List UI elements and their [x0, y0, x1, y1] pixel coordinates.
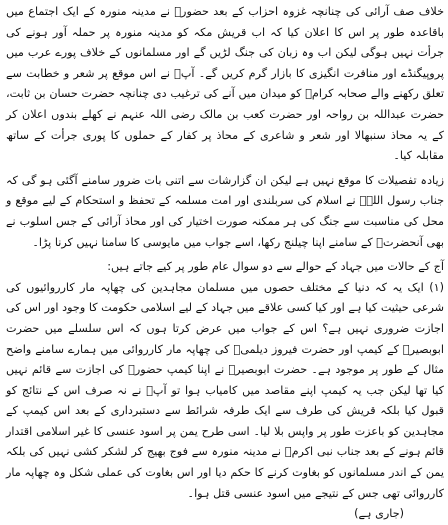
continuation-note: (جاری ہے): [354, 507, 404, 521]
paragraph-3: آج کے حالات میں جہاد کے حوالے سے دو سوال عام طور پر کیے جاتے ہیں:: [107, 260, 444, 274]
paragraph-4: (۱) ایک یہ کہ دنیا کے مختلف حصوں میں مسلمان مجاہدین کی چھاپہ مار کارروائیوں کی شرعی حیثیت کیا ہے اور کیا کسی علاقے میں جہاد کے لیے اسلامی حکومت کا وجود اور اس کی اجازت ضروری نہیں ہے؟ اس کے جواب میں عرض کرتا ہوں کہ اس سلسلے میں حضرت ابوبصیرؓ کے کیمپ اور حضرت فیروز دیلمیؓ کی چھاپہ مار کارروائی میں ہمارے سامنے واضح مثال کے طور پر موجود ہے۔ حضرت ابوبصیرؓ نے اپنا کیمپ حضورؐ کی اجازت سے قائم نہیں کیا تھا لیکن جب یہ کیمپ اپنے مقاصد میں کامیاب ہوا تو آپؐ نے نہ صرف اس کے نتائج کو قبول کیا بلکہ قریش کی طرف سے ایک طرفہ شرائط سے دستبرداری کے بعد اس کیمپ کے مجاہدین کو باعزت طور پر واپس بلا لیا۔ اسی طرح یمن پر اسود عنسی کا غیر اسلامی اقتدار قائم ہونے کے بعد جناب نبی اکرمؐ نے مدینہ منورہ سے فوج بھیج کر لشکر کشی نہیں کی بلکہ یمن کے اندر مسلمانوں کو بغاوت کرنے کا حکم دیا اور اس بغاوت کی عملی شکل وہ چھاپہ مار کارروائی تھی جس کے نتیجے میں اسود عنسی قتل ہوا۔: [6, 280, 444, 500]
paragraph-2: زیادہ تفصیلات کا موقع نہیں ہے لیکن ان گزارشات سے اتنی بات ضرور سامنے آگئی ہو گی کہ جناب رسول اللہؐ نے اسلام کی سربلندی اور امت مسلمہ کے تحفظ و استحکام کے لیے موقع و محل کی مناسبت سے جنگ کی ہر ممکنہ صورت اختیار کی اور محاذ آرائی کے جس اسلوب نے بھی آنحضرتؐ کے سامنے اپنا چیلنج رکھا، اسے جواب میں مایوسی کا سامنا نہیں کرنا پڑا۔: [6, 173, 444, 249]
paragraph-1: خلاف صف آرائی کی چنانچہ غزوہ احزاب کے بعد حضورؐ نے مدینہ منورہ کے ایک اجتماع میں باقاعدہ طور پر اس کا اعلان کیا کہ اب قریش مکہ کو مدینہ منورہ پر حملہ آور ہونے کی جرأت نہیں ہوگی لیکن اب وہ زبان کی جنگ لڑیں گے اور مسلمانوں کے خلاف پورے عرب میں پروپیگنڈے اور منافرت انگیزی کا بازار گرم کریں گے۔ آپؐ نے اس موقع پر شعر و خطابت سے تعلق رکھنے والے صحابہ کرامؓ کو میدان میں آنے کی ترغیب دی چنانچہ حضرت حسان بن ثابت، حضرت عبداللہ بن رواحہ اور حضرت کعب بن مالک رضی اللہ عنہم نے کھلے بندوں اعلان کر کے یہ محاذ سنبھالا اور شعر و شاعری کے محاذ پر کفار کے حملوں کا پوری جرأت کے ساتھ مقابلہ کیا۔: [6, 5, 444, 163]
continuation-line: [6, 504, 444, 525]
